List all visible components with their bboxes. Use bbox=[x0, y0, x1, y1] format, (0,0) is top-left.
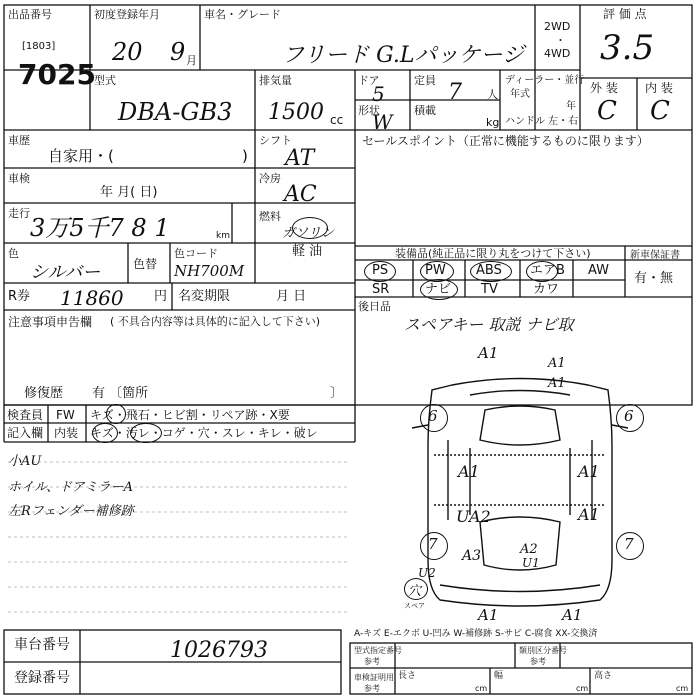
score-label: 評 価 点 bbox=[603, 7, 647, 21]
mark-rear-right: A1 bbox=[578, 505, 600, 524]
color-label: 色 bbox=[8, 247, 19, 260]
damage-legend: A-キズ E-エクボ U-凹み W-補修跡 S-サビ C-腐食 XX-交換済 bbox=[354, 629, 598, 639]
car-name-label: 車名・グレード bbox=[204, 8, 281, 21]
year-unit: 年 bbox=[566, 101, 576, 112]
chassis-label: 車台番号 bbox=[14, 637, 70, 653]
load-label: 積載 bbox=[414, 104, 436, 117]
inspector-title1: 検査員 bbox=[7, 408, 44, 422]
class-ref: 参考 bbox=[530, 657, 546, 666]
equip-aw: AW bbox=[588, 263, 610, 278]
seats-unit: 人 bbox=[487, 88, 498, 101]
interior-label: 内 装 bbox=[645, 81, 673, 95]
warranty-value: 有・無 bbox=[634, 271, 674, 286]
mark-top-1: A1 bbox=[548, 356, 566, 371]
height-unit: cm bbox=[676, 684, 689, 693]
mark-front-right: A1 bbox=[578, 462, 600, 481]
vehicle-cert-ref: 参考 bbox=[364, 684, 380, 693]
name-change-label: 名変期限 bbox=[178, 289, 231, 304]
mark-spare-u2: U2 bbox=[418, 566, 436, 580]
load-unit: kg bbox=[486, 116, 500, 129]
car-name-value: フリード G.Lパッケージ bbox=[282, 43, 525, 68]
mark-rear-1: A1 bbox=[478, 606, 499, 624]
fw-label: FW bbox=[56, 408, 75, 422]
mark-top-2: A1 bbox=[548, 376, 566, 391]
model-label: 型式 bbox=[94, 74, 116, 87]
seats-value: 7 bbox=[448, 80, 462, 105]
memo-line-3: 左Rフェンダー補修跡 bbox=[8, 504, 134, 519]
mark-front: A1 bbox=[478, 344, 499, 362]
int-circle-2 bbox=[130, 423, 162, 443]
width-label: 幅 bbox=[494, 671, 504, 681]
mark-rear-2: A1 bbox=[562, 606, 583, 624]
exterior-value: C bbox=[597, 96, 617, 126]
repair-label: 修復歴 bbox=[24, 386, 64, 401]
drive-2wd: 2WD bbox=[544, 20, 571, 33]
first-reg-month: 9 bbox=[170, 38, 186, 66]
shape-label: 形状 bbox=[358, 104, 380, 117]
equip-pw: PW bbox=[425, 263, 446, 278]
r-ticket-value: 11860 bbox=[60, 286, 124, 310]
repair-close: 〕 bbox=[330, 386, 344, 401]
drive-4wd: 4WD bbox=[544, 47, 571, 60]
equip-navi-circle bbox=[420, 279, 458, 300]
color-value: シルバー bbox=[30, 262, 101, 283]
first-reg-label: 初度登録年月 bbox=[94, 8, 160, 21]
type-cert-label: 型式指定番号 bbox=[354, 646, 402, 655]
equip-airbag: エアB bbox=[530, 263, 565, 278]
inspection-label: 車検 bbox=[8, 172, 30, 185]
history-label: 車歴 bbox=[8, 134, 30, 147]
equip-tv: TV bbox=[481, 282, 498, 297]
shape-value: W bbox=[372, 110, 393, 134]
vehicle-cert-label: 車検証明用 bbox=[354, 673, 394, 682]
mark-rear-left-door: UA2 bbox=[456, 507, 491, 526]
wheel-front-right-label: 6 bbox=[624, 407, 634, 425]
length-unit: cm bbox=[475, 684, 488, 693]
seats-label: 定員 bbox=[414, 74, 436, 87]
lot-label: 出品番号 bbox=[8, 8, 52, 21]
chassis-value: 1026793 bbox=[170, 638, 268, 663]
wheel-rear-left-label: 7 bbox=[428, 535, 438, 553]
equip-abs: ABS bbox=[476, 263, 502, 278]
fw-circle bbox=[106, 404, 126, 424]
fw-items: キズ・飛石・ヒビ割・リペア跡・X要 bbox=[90, 408, 290, 422]
history-value: 自家用・( bbox=[48, 147, 114, 165]
lot-number: 7025 bbox=[18, 58, 96, 91]
history-close: ) bbox=[242, 147, 248, 165]
fuel-circle bbox=[292, 217, 328, 239]
memo-line-1: 小AU bbox=[8, 454, 42, 469]
reg-label: 登録番号 bbox=[14, 670, 70, 686]
length-label: 長さ bbox=[398, 671, 417, 681]
repair-value: 有 〔箇所 bbox=[92, 386, 149, 401]
notes-label: 注意事項申告欄 bbox=[8, 315, 93, 329]
wheel-rear-right-label: 7 bbox=[624, 535, 634, 553]
mark-rear-left-fender: A3 bbox=[462, 548, 482, 564]
inspector-title2: 記入欄 bbox=[7, 426, 44, 440]
dealer-label: ディーラー・並行 bbox=[505, 75, 585, 86]
equip-ps: PS bbox=[372, 263, 389, 278]
notes-sub: ( 不具合内容等は具体的に記入して下さい) bbox=[110, 315, 321, 328]
width-unit: cm bbox=[576, 684, 589, 693]
equip-navi: ナビ bbox=[425, 282, 452, 297]
r-ticket-label: R券 bbox=[8, 289, 31, 304]
drive-dot: ・ bbox=[555, 34, 566, 47]
type-cert-ref: 参考 bbox=[364, 657, 380, 666]
equip-ps-circle bbox=[364, 261, 396, 282]
r-ticket-unit: 円 bbox=[154, 289, 168, 304]
sales-title: セールスポイント（正常に機能するものに限ります） bbox=[362, 134, 649, 148]
aftermarket-label: 後日品 bbox=[358, 300, 391, 313]
fuel-alt: 軽 油 bbox=[292, 244, 323, 259]
fuel-value: ガソリン bbox=[282, 226, 335, 241]
equip-airbag-circle bbox=[526, 261, 558, 282]
doors-value: 5 bbox=[372, 82, 385, 106]
displacement-unit: cc bbox=[330, 113, 344, 127]
doors-label: ドア bbox=[358, 74, 380, 87]
mileage-value: 3万5千7 8 1 bbox=[30, 214, 170, 242]
inspection-value: 年 月( 日) bbox=[100, 185, 158, 200]
equip-abs-circle bbox=[470, 261, 512, 282]
ac-value: AC bbox=[284, 182, 317, 207]
color-code-value: NH700M bbox=[174, 262, 245, 280]
mark-front-left: A1 bbox=[458, 462, 480, 481]
shift-value: AT bbox=[285, 146, 315, 171]
interior-check-label: 内装 bbox=[54, 426, 79, 440]
displacement-value: 1500 bbox=[268, 100, 324, 125]
equipment-title: 装備品(純正品に限り丸をつけて下さい) bbox=[395, 247, 591, 260]
spare-label: 穴 bbox=[408, 584, 422, 599]
exterior-label: 外 装 bbox=[590, 81, 618, 95]
score-value: 3.5 bbox=[600, 28, 655, 68]
int-circle-1 bbox=[92, 423, 118, 443]
aftermarket-value: スペアキー 取説 ナビ取 bbox=[404, 315, 574, 334]
lot-sub: [1803] bbox=[22, 41, 56, 52]
equip-sr: SR bbox=[372, 282, 390, 297]
displacement-label: 排気量 bbox=[259, 74, 292, 87]
shift-label: シフト bbox=[259, 134, 292, 147]
height-label: 高さ bbox=[594, 671, 613, 681]
interior-check-items: キズ・汚レ・コゲ・穴・スレ・キレ・破レ bbox=[90, 426, 318, 440]
wheel-front-left-label: 6 bbox=[428, 407, 438, 425]
repaint-label: 色替 bbox=[133, 257, 158, 271]
model-value: DBA-GB3 bbox=[118, 98, 233, 126]
spare-sub: スペア bbox=[404, 602, 425, 610]
warranty-label: 新車保証書 bbox=[630, 250, 680, 261]
fuel-label: 燃料 bbox=[259, 210, 281, 223]
equip-leather: カワ bbox=[533, 282, 560, 297]
ac-label: 冷房 bbox=[259, 172, 281, 185]
month-unit: 月 bbox=[186, 54, 197, 67]
class-label: 類別区分番号 bbox=[519, 646, 567, 655]
mileage-label: 走行 bbox=[8, 207, 30, 220]
handle-label: ハンドル 左・右 bbox=[505, 116, 579, 127]
year-type-label: 年式 bbox=[510, 89, 530, 100]
mark-rear-glass-u: U1 bbox=[522, 556, 540, 570]
mark-rear-glass: A2 bbox=[520, 542, 538, 557]
mileage-unit: km bbox=[216, 231, 230, 241]
interior-value: C bbox=[650, 96, 670, 126]
color-code-label: 色コード bbox=[174, 247, 218, 260]
memo-line-2: ホイル、ドアミラーA bbox=[8, 480, 133, 495]
first-reg-year: 20 bbox=[112, 38, 143, 66]
name-change-value: 月 日 bbox=[276, 289, 307, 304]
